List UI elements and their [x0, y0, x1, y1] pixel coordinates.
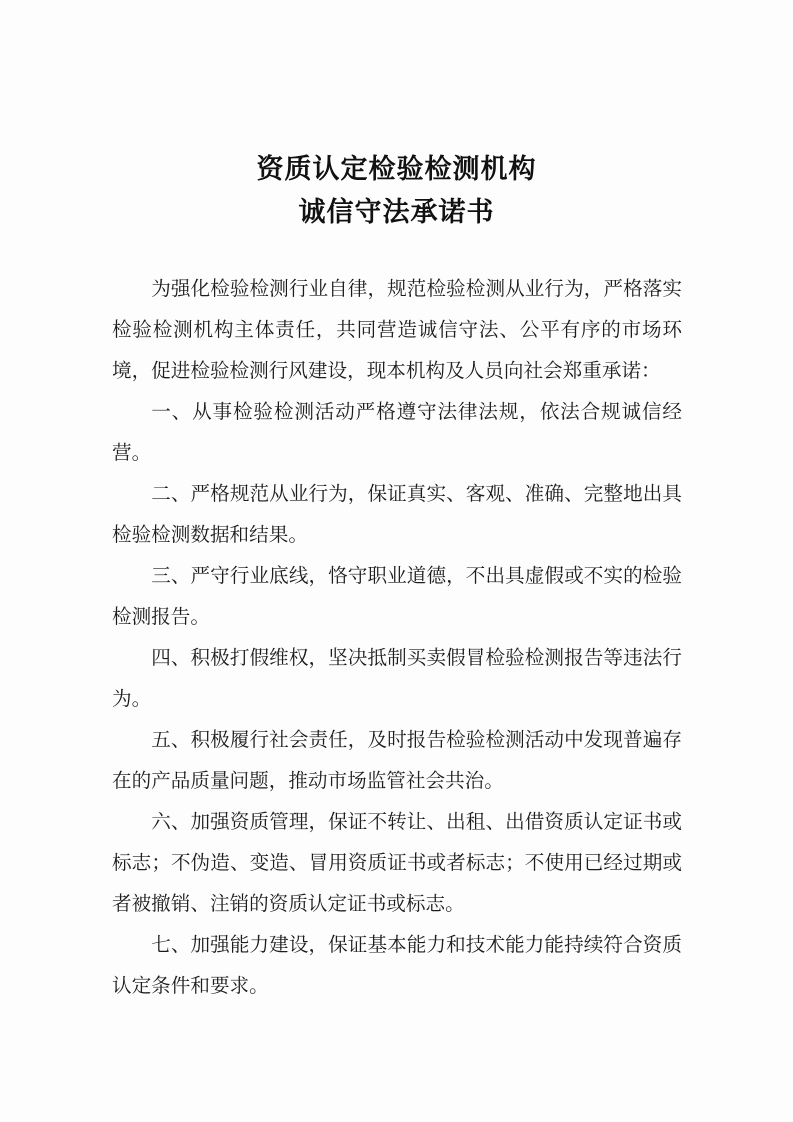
- paragraph-item-4: 四、积极打假维权，坚决抵制买卖假冒检验检测报告等违法行为。: [112, 646, 682, 710]
- paragraph-item-6: 六、加强资质管理，保证不转让、出租、出借资质认定证书或标志；不伪造、变造、冒用资质证书或者标志；不使用已经过期或者被撤销、注销的资质认定证书或标志。: [112, 810, 682, 915]
- page-title-line-2: 诚信守法承诺书: [298, 197, 495, 228]
- paragraph-item-5: 五、积极履行社会责任，及时报告检验检测活动中发现普遍存在的产品质量问题，推动市场监管社会共治。: [112, 728, 682, 792]
- page-title-line-1: 资质认定检验检测机构: [256, 154, 537, 185]
- document-body: [112, 268, 682, 1006]
- paragraph-item-1: 一、从事检验检测活动严格遵守法律法规，依法合规诚信经营。: [112, 400, 682, 464]
- paragraph-item-3: 三、严守行业底线，恪守职业道德，不出具虚假或不实的检验检测报告。: [112, 564, 682, 628]
- paragraph-intro: 为强化检验检测行业自律，规范检验检测从业行为，严格落实检验检测机构主体责任，共同营造诚信守法、公平有序的市场环境，促进检验检测行风建设，现本机构及人员向社会郑重承诺：: [112, 277, 682, 382]
- paragraph-item-7: 七、加强能力建设，保证基本能力和技术能力能持续符合资质认定条件和要求。: [112, 933, 682, 997]
- paragraph-item-2: 二、严格规范从业行为，保证真实、客观、准确、完整地出具检验检测数据和结果。: [112, 482, 682, 546]
